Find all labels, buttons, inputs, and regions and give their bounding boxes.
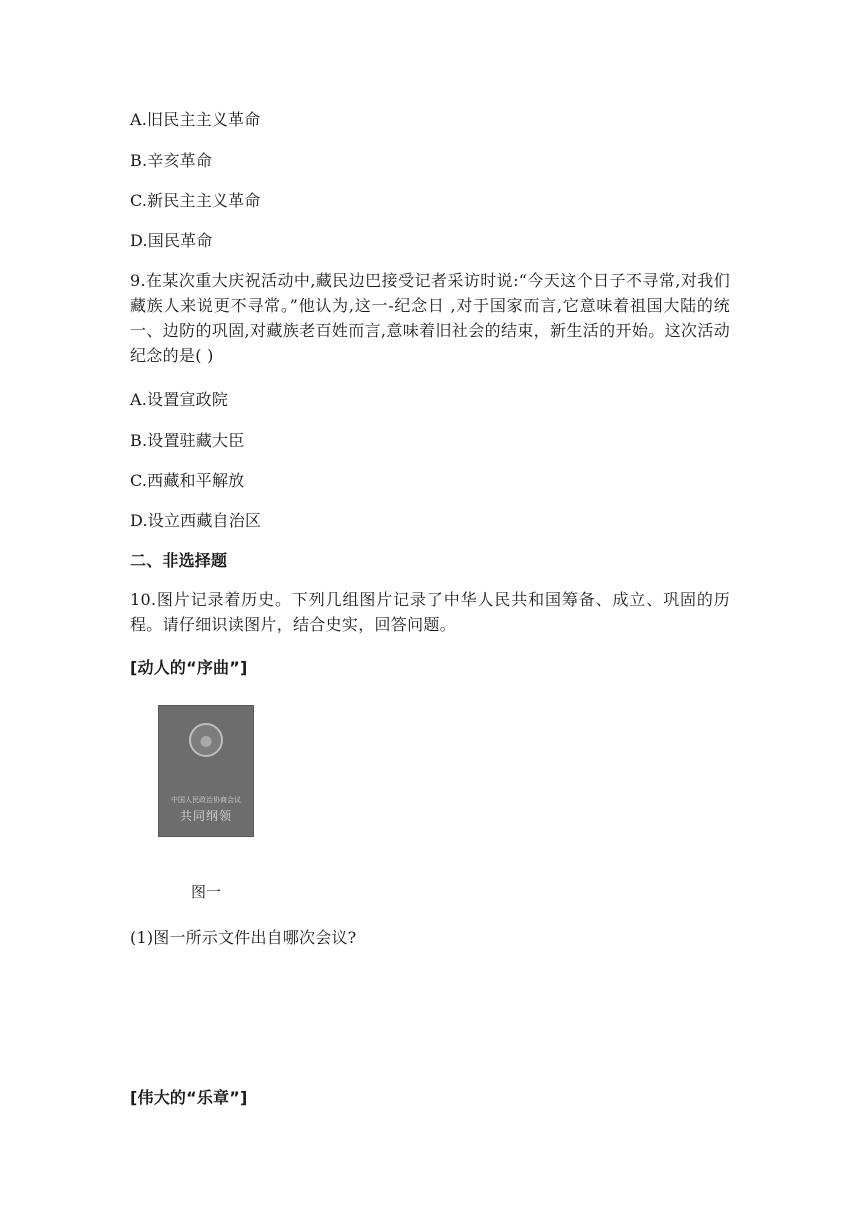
q9-option-a: A.设置宣政院 <box>130 390 229 409</box>
cover-subtitle: 中国人民政治协商会议 <box>171 796 241 804</box>
q10-intro: 10.图片记录着历史。下列几组图片记录了中华人民共和国筹备、成立、巩固的历程。请仔细识读图片，结合史实，回答问题。 <box>130 590 730 634</box>
part1-heading: [动人的“序曲”] <box>130 658 248 677</box>
figure-1-caption: 图一 <box>191 883 222 901</box>
q8-option-b: B.辛亥革命 <box>130 151 213 170</box>
cover-title: 共同纲领 <box>179 809 232 823</box>
sub-question-1: (1)图一所示文件出自哪次会议? <box>130 928 357 947</box>
q8-option-c: C.新民主主义革命 <box>130 191 261 210</box>
q9-option-d: D.设立西藏自治区 <box>130 511 262 530</box>
part2-heading: [伟大的“乐章”] <box>130 1088 248 1107</box>
figure-1-document-image <box>158 705 254 837</box>
q9-stem: 9.在某次重大庆祝活动中,藏民边巴接受记者采访时说:“今天这个日子不寻常,对我们藏族人来说更不寻常。”他认为,这一-纪念日 ,对于国家而言,它意味着祖国大陆的统一、边防的巩固,对藏族老百姓而言,意味着旧社会的结束，新生活的开始。这次活动纪念的是( ) <box>130 271 730 365</box>
section-title: 二、非选择题 <box>130 551 228 570</box>
national-emblem-icon <box>189 723 223 757</box>
q9-option-c: C.西藏和平解放 <box>130 471 245 490</box>
q8-option-a: A.旧民主主义革命 <box>130 110 261 129</box>
q9-option-b: B.设置驻藏大臣 <box>130 431 245 450</box>
q8-option-d: D.国民革命 <box>130 231 213 250</box>
